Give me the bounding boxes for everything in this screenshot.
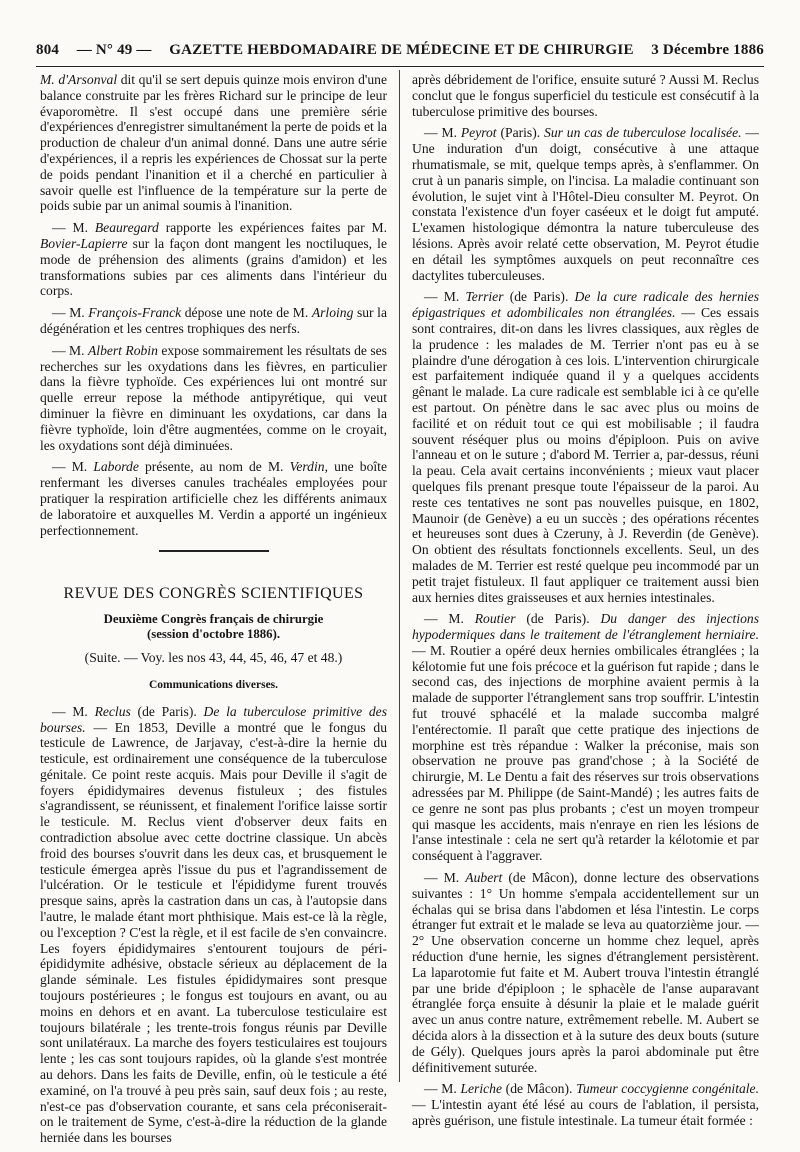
paragraph-text: dit qu'il se sert depuis quinze mois environ d'une balance construite par les frères Richard sur le principe de leur évaporomètre. Il s'est occupé dans une première série d'expériences d'enregistrer simultanément la perte de poids et la production de chaleur d'un animal donné. Dans une autre série d'expériences, il a repris les expériences de Chossat sur la perte de poids pendant l'inanition et il a cherché en particulier à savoir quelle est l'influence de la température sur la perte de poids subie par un animal soumis à l'inanition. (40, 72, 387, 214)
entry-prefix: — M. (52, 703, 95, 719)
person-name: Albert Robin (87, 342, 158, 358)
paragraph-text: — M. Routier a opéré deux hernies ombilicales étranglées ; la kélotomie fut une fois précoce et la guérison fut rapide ; dans le second cas, des injections de morphine avaient permis à la malade de supporter l'étranglement sans trop souffrir. L'intestin fut trouvé sphacélé et la malade succomba malgré l'entérectomie. Il paraît que cette pratique des injections de morphine est très répandue : Walker la préconise, mais son observation ne prouve pas grand'chose ; à la Société de chirurgie, M. Le Dentu a fait des réserves sur trois observations adressées par M. Philippe (de Saint-Mandé) ; les autres faits de ce genre ne sont pas plus probants ; c'est un moyen trompeur qui masque les accidents, mais n'enraye en rien les lésions de l'anse intestinale : cela ne sert qu'à retarder la kélotomie et par conséquent à l'aggraver. (412, 642, 759, 864)
section-separator (159, 550, 269, 552)
paragraph-text: (de Paris). (130, 703, 204, 719)
article-title: Sur un cas de tuberculose localisée. (544, 125, 742, 141)
paragraph-text: — Ces essais sont contraires, dit-on dans les livres classiques, aux règles de la prudence : les malades de M. Terrier n'ont pas eu à se plaindre d'une dérogation à ces lois. L'intervention chirurgicale est parfaitement indiquée quand il y a quelques accidents gênant le malade. La cure radicale est semblable ici à ce qu'elle est partout. On pénètre dans le sac avec plus ou moins de facilité et on réduit tout ce qui est mobilisable ; il faudra souvent réséquer plus ou moins d'épiploon. Puis on avive l'anneau et on le suture ; d'abord M. Terrier a, par-dessus, réuni la peau. Cela avait certains inconvénients ; mieux vaut placer quelques fils prenant presque toute l'épaisseur de la paroi. Au reste ces tentatives ne sont pas nouvelles puisque, en 1802, Maunoir (de Genève) a eu un succès ; des opérations récentes et heureuses sont dues à Czeruny, à J. Reverdin (de Genève). On obtient des résultats fonctionnels excellents. Seul, un des malades de M. Terrier est resté quelque peu incommodé par un petit trajet fistuleux. Il faut appliquer ce traitement aussi bien aux hernies dites graisseuses et aux hernies intestinales. (412, 305, 759, 605)
paragraph-text: , une boîte renfermant les diverses canules trachéales employées pour pratiquer la respiration artificielle chez les différents animaux de laboratoire et auxquelles M. Verdin a apporté un ingénieux perfectionnement. (40, 459, 387, 538)
column-divider (399, 70, 400, 1082)
paragraph-terrier (412, 289, 759, 605)
entry-prefix: — M. (52, 305, 89, 321)
paragraph-routier (412, 611, 759, 864)
paragraph-text: rapporte les expériences faites par M. (158, 220, 387, 236)
paragraph-text: sur la dégénération et les centres trophiques des nerfs. (40, 305, 387, 336)
person-name: Aubert (465, 870, 503, 886)
paragraph-text: — L'intestin ayant été lésé au cours de l'ablation, il persista, après guérison, une fistule intestinale. La tumeur était formée : (412, 1097, 759, 1128)
page-number: 804 (36, 42, 60, 58)
paragraph-aubert (412, 870, 759, 1075)
entry-prefix: — M. (52, 220, 95, 236)
person-name: Verdin (289, 459, 325, 475)
person-name: Bovier-Lapierre (40, 235, 128, 251)
paragraph-laborde (40, 459, 387, 538)
paragraph-text: (de Mâcon). (501, 1081, 577, 1097)
paragraph-text: (de Paris). (515, 611, 601, 627)
person-name: M. d'Arsonval (40, 72, 118, 87)
entry-prefix: — M. (424, 125, 461, 141)
entry-prefix: — M. (52, 342, 88, 358)
paragraph-arsonval (40, 72, 387, 214)
issue-date: 3 Décembre 1886 (651, 42, 764, 58)
paragraph-text: — Une induration d'un doigt, consécutive à une attaque rhumatismale, se mit, quelque temps après, à s'enflammer. On crut à un panaris simple, on l'incisa. La maladie continuant son évolution, le sujet vint à l'Hôtel-Dieu consulter M. Peyrot. On constata l'existence d'un foyer caséeux et le doigt fut amputé. L'examen histologique démontra la nature tuberculeuse des lésions. Après avoir relaté cette observation, M. Peyrot étudie en détail les symptômes auxquels on peut reconnaître ces dactylites tuberculeuses. (412, 125, 759, 283)
paragraph-text: présente, au nom de M. (138, 459, 290, 475)
person-name: Laborde (93, 459, 139, 475)
left-column (40, 72, 387, 1152)
paragraph-text: (de Paris). (503, 289, 575, 305)
article-title: Tumeur coccygienne congénitale. (576, 1081, 759, 1097)
section-title: REVUE DES CONGRÈS SCIENTIFIQUES (63, 585, 364, 603)
person-name: François-Franck (88, 305, 182, 321)
congress-session: (session d'octobre 1886). (146, 627, 281, 642)
entry-prefix: — M. (424, 289, 466, 305)
person-name: Terrier (465, 289, 504, 305)
paragraph-reclus-continued: après débridement de l'orifice, ensuite suturé ? Aussi M. Reclus conclut que le fongus superficiel du testicule est consécutif à la tuberculose primitive des bourses. (412, 72, 759, 119)
subsection-heading: Communications diverses. (148, 678, 279, 691)
article-title: De la cure radicale des hernies épigastriques et adombilicales non étranglées. (412, 289, 759, 321)
paragraph-text: (Paris). (496, 125, 545, 141)
issue-number: — N° 49 — (76, 42, 152, 58)
person-name: Reclus (94, 703, 131, 719)
paragraph-text: — En 1853, Deville a montré que le fongus du testicule de Lawrence, de Jarjavay, c'est-à-dire la hernie du testicule, est ordinairement une conséquence de la tuberculose génitale. Ce point reste acquis. Mais pour Deville il s'agit de foyers épididymaires devenus fistuleux ; des fistules s'agrandissent, se réunissent, et finalement l'orifice laisse sortir le testicule. M. Reclus vient d'observer deux faits en contradiction absolue avec cette doctrine classique. Un abcès froid des bourses s'ouvrit dans les deux cas, et brusquement le testicule émergea après l'issue du pus et l'agrandissement de l'ulcération. Or le testicule et l'épididyme furent trouvés presque sains, après la castration dans un cas, à l'autopsie dans l'autre, le malade étant mort phthisique. Mais est-ce là la règle, ou l'exception ? C'est la règle, et il est facile de s'en convaincre. Les foyers épididymaires s'entourent toujours de péri-épididymite adhésive, obstacle sérieux au déplacement de la glande séminale. Les fistules épididymaires sont presque toujours postérieures ; le fongus est toujours en avant, ou au moins en dehors et en avant. La tuberculose testiculaire est toujours bilatérale ; les trente-trois fongus réunis par Deville sont unilatéraux. La marche des foyers testiculaires est toujours lente ; les cas sont toujours rapides, où la glande s'est montrée au dehors. Dans les faits de Deville, enfin, où le testicule a été examiné, on l'a trouvé à peu près sain, sauf deux fois ; au reste, n'est-ce pas d'observation courante, et sans cela préconiserait-on le traitement de Syme, c'est-à-dire la réduction de la glande herniée dans les bourses (40, 719, 387, 1146)
person-name: Beauregard (94, 220, 159, 236)
article-title: De la tuberculose primitive des bourses. (40, 703, 387, 735)
page-header (36, 42, 764, 64)
paragraph-leriche (412, 1081, 759, 1128)
person-name: Peyrot (460, 125, 497, 141)
continuation-note: (Suite. — Voy. les nos 43, 44, 45, 46, 47 et 48.) (84, 650, 343, 666)
header-rule (36, 66, 764, 67)
paragraph-peyrot (412, 125, 759, 283)
entry-prefix: — M. (424, 870, 466, 886)
article-title: Du danger des injections hypodermiques dans le traitement de l'étranglement herniaire. (412, 611, 759, 643)
entry-prefix: — M. (52, 459, 94, 475)
paragraph-reclus (40, 704, 387, 1146)
person-name: Routier (474, 611, 516, 627)
paragraph-francois-franck (40, 305, 387, 337)
entry-prefix: — M. (424, 611, 475, 627)
paragraph-text: dépose une note de M. (181, 305, 312, 321)
paragraph-text: sur la façon dont mangent les noctiluques, le mode de préhension des aliments (grains d'amidon) et les transformations subies par ces aliments dans l'intérieur du corps. (40, 235, 387, 299)
journal-title: GAZETTE HEBDOMADAIRE DE MÉDECINE ET DE CHIRURGIE (169, 42, 634, 58)
congress-title: Deuxième Congrès français de chirurgie (103, 612, 324, 627)
right-column (412, 72, 759, 1135)
paragraph-text: (de Mâcon), donne lecture des observations suivantes : 1° Un homme s'empala accidentellement sur un échalas qui se brisa dans l'abdomen et lésa l'intestin. Le corps étranger fut extrait et le malade se leva au quatorzième jour. — 2° Une observation concerne un homme chez lequel, après réduction d'une hernie, les signes d'étranglement persistèrent. La laparotomie fut faite et M. Aubert trouva l'intestin étranglé par une bride d'épiploon ; le sphacèle de l'anse auparavant étranglée força ensuite à désunir la plaie et le malade guérit avec un anus contre nature, extrêmement rebelle. M. Aubert se décida alors à la dissection et à la suture des deux bouts (suture de Gély). Quelques jours après la paroi abdominale put être définitivement suturée. (412, 870, 759, 1075)
paragraph-text: expose sommairement les résultats de ses recherches sur les oxydations dans les fièvres, en particulier dans la fièvre typhoïde. Ces expériences lui ont montré sur quelle erreur repose la méthode antipyrétique, qui veut diminuer la fièvre en diminuant les oxydations, car dans la fièvre typhoïde, loin d'être augmentées, comme on le croyait, les oxydations sont déjà diminuées. (40, 342, 387, 453)
person-name: Arloing (311, 305, 354, 321)
paragraph-albert-robin (40, 343, 387, 454)
entry-prefix: — M. (424, 1081, 461, 1097)
paragraph-beauregard (40, 220, 387, 299)
person-name: Leriche (460, 1081, 502, 1097)
